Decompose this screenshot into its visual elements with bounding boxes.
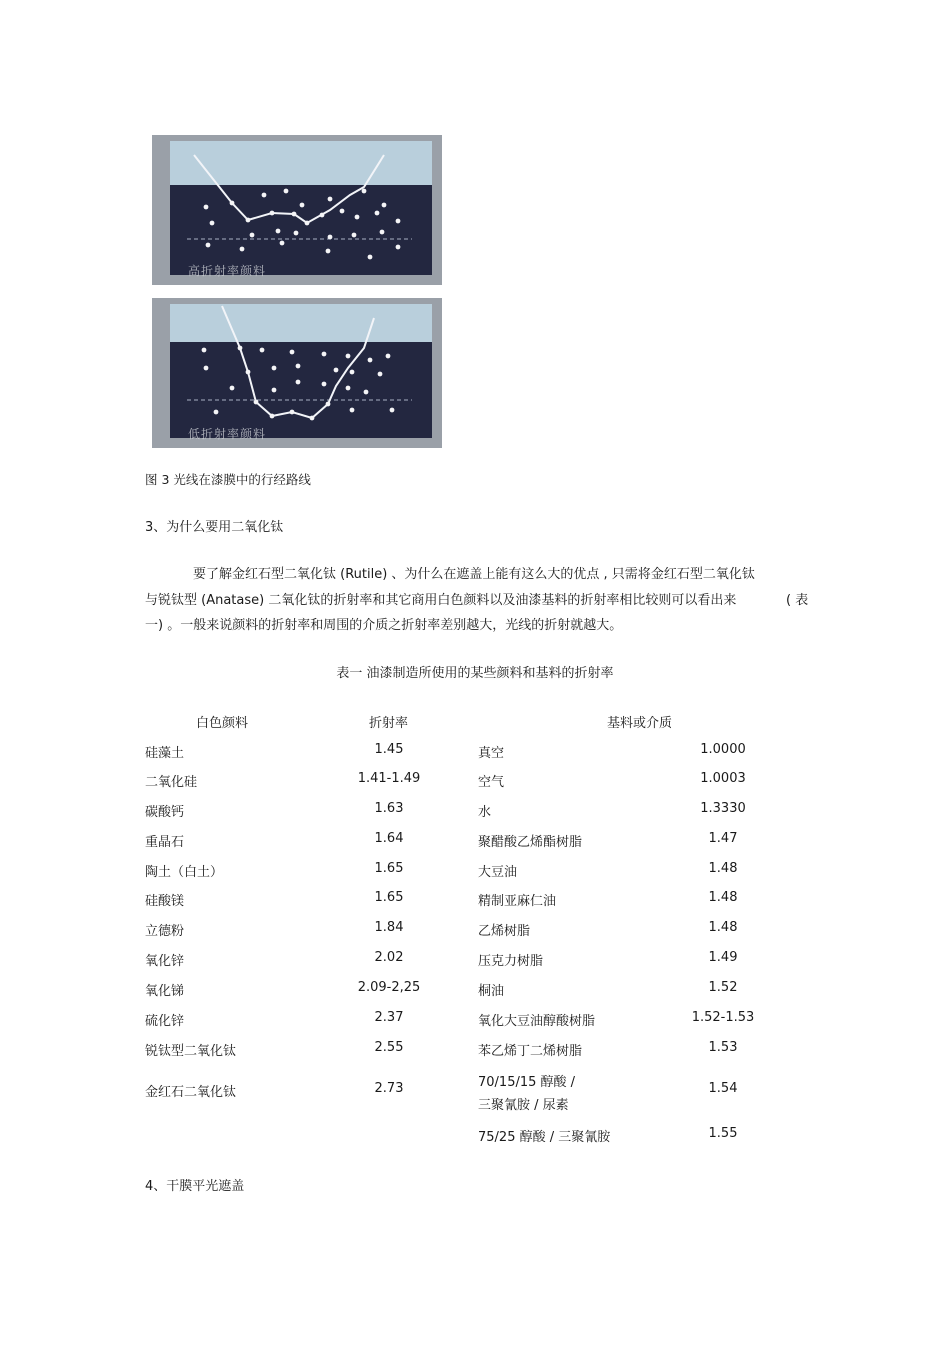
medium-name: 乙烯树脂: [478, 924, 531, 939]
pigment-name: 氧化锌: [145, 954, 185, 969]
medium-ri: 1.54: [708, 1081, 738, 1096]
medium-name: 真空: [478, 746, 505, 761]
table-header-pigment: 白色颜料: [196, 716, 249, 731]
pigment-ri: 2.55: [374, 1040, 404, 1055]
pigment-ri: 1.84: [374, 920, 404, 935]
pigment-ri: 1.64: [374, 831, 404, 846]
pigment-ri: 2.09-2,25: [357, 980, 421, 995]
paragraph-line-tail: ( 表: [786, 593, 809, 608]
medium-ri: 1.47: [708, 831, 738, 846]
medium-name: 70/15/15 醇酸 /: [478, 1075, 576, 1090]
pigment-ri: 1.65: [374, 890, 404, 905]
pigment-name: 碳酸钙: [145, 805, 185, 820]
medium-ri: 1.48: [708, 890, 738, 905]
medium-ri: 1.52-1.53: [691, 1010, 755, 1025]
pigment-ri: 2.73: [374, 1081, 404, 1096]
medium-ri: 1.55: [708, 1126, 738, 1141]
table-title: 表一 油漆制造所使用的某些颜料和基料的折射率: [336, 666, 614, 681]
pigment-name: 陶土（白土）: [145, 865, 224, 880]
medium-ri: 1.49: [708, 950, 738, 965]
medium-name: 大豆油: [478, 865, 518, 880]
medium-name: 苯乙烯丁二烯树脂: [478, 1044, 583, 1059]
pigment-ri: 1.41-1.49: [357, 771, 421, 786]
medium-name: 氧化大豆油醇酸树脂: [478, 1014, 596, 1029]
pigment-name: 二氧化硅: [145, 775, 198, 790]
panel-label: 低折射率颜料: [188, 427, 267, 441]
pigment-name: 立德粉: [145, 924, 185, 939]
pigment-name: 锐钛型二氧化钛: [145, 1044, 237, 1059]
panel-label: 高折射率颜料: [188, 264, 267, 278]
pigment-name: 金红石二氧化钛: [145, 1085, 237, 1100]
figure-panel-high-ri: [152, 135, 442, 285]
medium-name-line2: 三聚氰胺 / 尿素: [478, 1098, 569, 1113]
paragraph-line: 一) 。一般来说颜料的折射率和周围的介质之折射率差别越大，光线的折射就越大。: [145, 618, 623, 633]
paragraph-line: 要了解金红石型二氧化钛 (Rutile) 、为什么在遮盖上能有这么大的优点 , 只需将金红石型二氧化钛: [193, 567, 755, 582]
pigment-name: 重晶石: [145, 835, 185, 850]
medium-ri: 1.3330: [700, 801, 746, 816]
pigment-ri: 1.45: [374, 742, 404, 757]
figure-panel-low-ri: [152, 298, 442, 448]
pigment-ri: 2.37: [374, 1010, 404, 1025]
medium-ri: 1.48: [708, 920, 738, 935]
medium-ri: 1.0003: [700, 771, 746, 786]
pigment-name: 硅酸镁: [145, 894, 185, 909]
table-header-medium: 基料或介质: [607, 716, 673, 731]
table-header-refractive-index: 折射率: [369, 716, 409, 731]
medium-name: 75/25 醇酸 / 三聚氰胺: [478, 1130, 611, 1145]
medium-name: 空气: [478, 775, 505, 790]
medium-name: 桐油: [478, 984, 505, 999]
medium-name: 聚醋酸乙烯酯树脂: [478, 835, 583, 850]
figure-caption: 图 3 光线在漆膜中的行经路线: [145, 472, 311, 487]
section-heading: 3、为什么要用二氧化钛: [145, 520, 284, 535]
medium-ri: 1.48: [708, 861, 738, 876]
pigment-name: 硫化锌: [145, 1014, 185, 1029]
section-heading: 4、干膜平光遮盖: [145, 1179, 245, 1194]
medium-ri: 1.53: [708, 1040, 738, 1055]
medium-ri: 1.0000: [700, 742, 746, 757]
paragraph-line: 与锐钛型 (Anatase) 二氧化钛的折射率和其它商用白色颜料以及油漆基料的折射率相比较则可以看出来: [145, 593, 737, 608]
pigment-ri: 2.02: [374, 950, 404, 965]
pigment-ri: 1.63: [374, 801, 404, 816]
pigment-name: 硅藻土: [145, 746, 185, 761]
medium-ri: 1.52: [708, 980, 738, 995]
medium-name: 精制亚麻仁油: [478, 894, 557, 909]
medium-name: 压克力树脂: [478, 954, 544, 969]
medium-name: 水: [478, 805, 492, 820]
pigment-ri: 1.65: [374, 861, 404, 876]
pigment-name: 氧化锑: [145, 984, 185, 999]
